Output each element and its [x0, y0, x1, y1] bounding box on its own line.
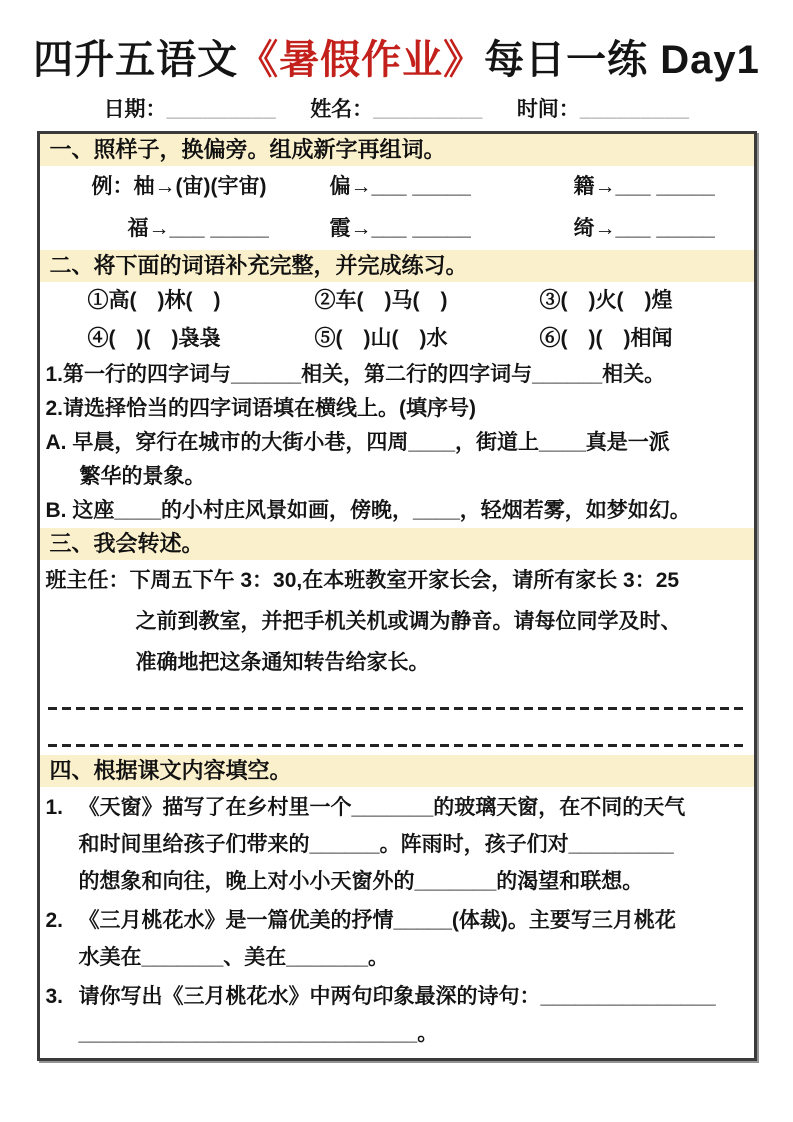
question-line: B. 这座____的小村庄风景如画，傍晚，____，轻烟若雾，如梦如幻。	[45, 499, 691, 522]
item-marker: 3.	[45, 985, 64, 1008]
name-blank-line: _________	[373, 98, 483, 121]
title-prefix: 四升五语文	[33, 38, 239, 82]
section-2-row-1	[40, 282, 754, 320]
fill-cell: 绮→___ _____	[573, 217, 715, 240]
section-4-header: 四、根据课文内容填空。	[40, 755, 754, 787]
question-line: 繁华的景象。	[79, 465, 206, 488]
item-marker: 2.	[45, 909, 64, 932]
item-line: 请你写出《三月桃花水》中两句印象最深的诗句：_______________	[78, 985, 716, 1008]
idiom-cell: ①高( )林( )	[87, 289, 221, 312]
worksheet-box	[37, 131, 757, 1061]
question-line: 2.请选择恰当的四字词语填在横线上。(填序号)	[45, 397, 476, 420]
item-text	[79, 978, 754, 1052]
question-line: A. 早晨，穿行在城市的大街小巷，四周____，街道上____真是一派	[45, 431, 670, 454]
title-suffix: 每日一练 Day1	[484, 38, 760, 82]
example-cell: 例：柚→(宙)(宇宙)	[91, 175, 267, 198]
idiom-cell: ②车( )马( )	[314, 289, 448, 312]
meta-row	[0, 93, 793, 123]
fill-cell: 霞→___ _____	[329, 217, 471, 240]
item-line: 《三月桃花水》是一篇优美的抒情_____(体裁)。主要写三月桃花	[78, 909, 676, 932]
idiom-cell: ④( )( )袅袅	[87, 327, 221, 350]
section-1-header: 一、照样子，换偏旁。组成新字再组词。	[40, 134, 754, 166]
question-line: 1.第一行的四字词与______相关，第二行的四字词与______相关。	[45, 363, 666, 386]
notice-line: 准确地把这条通知转告给家长。	[135, 651, 430, 674]
notice-line: 之前到教室，并把手机关机或调为静音。请每位同学及时、	[135, 610, 682, 633]
date-blank-line: _________	[166, 98, 277, 121]
date-field	[104, 93, 277, 123]
section-1-row-2	[40, 208, 754, 250]
section-2-header: 二、将下面的词语补充完整，并完成练习。	[40, 250, 754, 282]
item-line: 水美在_______、美在_______。	[78, 946, 390, 969]
idiom-cell: ⑤( )山( )水	[314, 327, 448, 350]
fill-cell: 偏→___ _____	[329, 175, 471, 198]
item-text	[79, 902, 754, 976]
name-field	[310, 93, 483, 123]
notice-line: 班主任：下周五下午 3：30,在本班教室开家长会，请所有家长 3：25	[45, 569, 680, 592]
page-title	[0, 0, 793, 85]
item-line: 的想象和向往，晚上对小小天窗外的_______的渴望和联想。	[78, 870, 644, 893]
item-line: 《天窗》描写了在乡村里一个_______的玻璃天窗，在不同的天气	[78, 796, 686, 819]
time-label: 时间：	[516, 98, 580, 121]
item-text	[79, 789, 754, 900]
item-line: _____________________________。	[78, 1022, 439, 1045]
section-2-row-2	[40, 320, 754, 358]
name-label: 姓名：	[310, 98, 374, 121]
section-1-row-1	[40, 166, 754, 208]
item-marker: 1.	[45, 796, 64, 819]
time-field	[517, 93, 690, 123]
fill-cell: 籍→___ _____	[573, 175, 715, 198]
idiom-cell: ⑥( )( )相闻	[539, 327, 673, 350]
time-blank-line: _________	[579, 98, 690, 121]
date-label: 日期：	[103, 98, 167, 121]
fill-item-3	[40, 976, 754, 1058]
item-line: 和时间里给孩子们带来的______。阵雨时，孩子们对_________	[78, 833, 674, 856]
title-highlight: 《暑假作业》	[238, 38, 485, 82]
answer-dashed-line	[48, 707, 746, 710]
fill-cell: 福→___ _____	[127, 217, 269, 240]
section-3-header: 三、我会转述。	[40, 528, 754, 560]
fill-item-2	[40, 900, 754, 976]
idiom-cell: ③( )火( )煌	[539, 289, 673, 312]
answer-dashed-line	[48, 744, 746, 747]
fill-item-1	[40, 787, 754, 900]
